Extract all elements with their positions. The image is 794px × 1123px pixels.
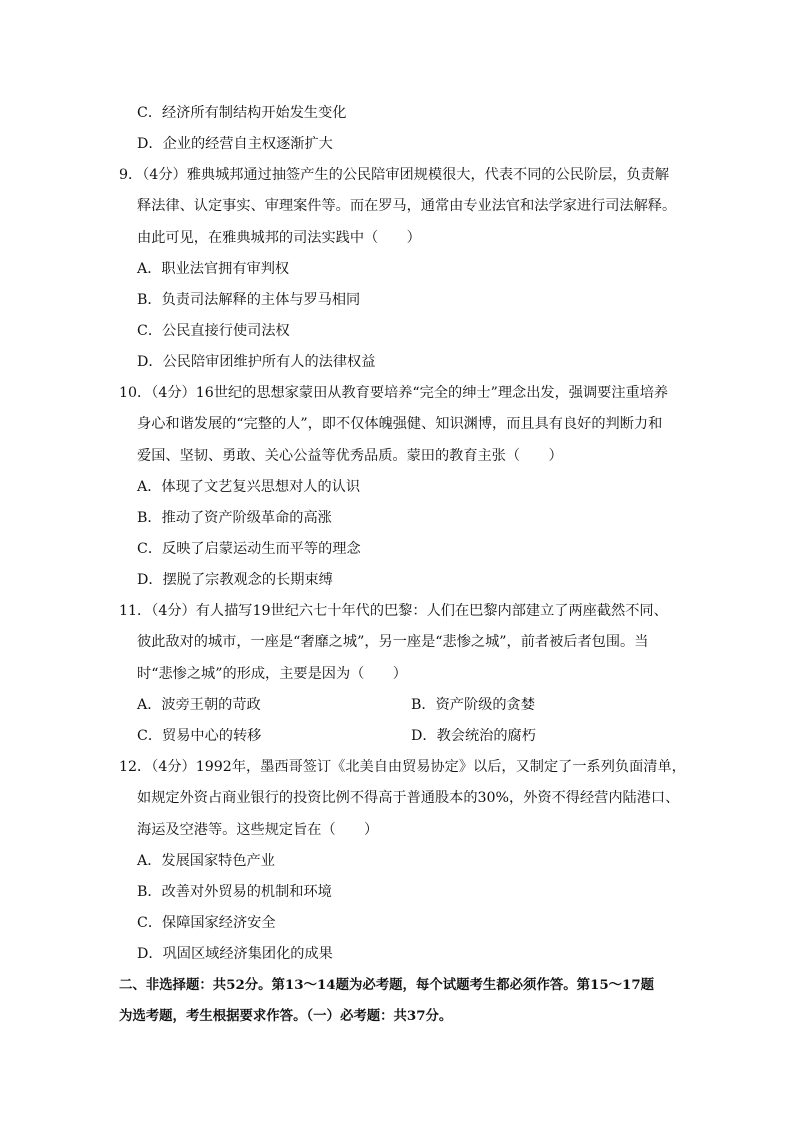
- q11-option-b: B．资产阶级的贪婪: [411, 697, 535, 713]
- section2-heading-line-1: 二、非选择题：共52分。第13～14题为必考题，每个试题考生都必须作答。第15～17题: [119, 977, 655, 993]
- q10-stem-line-2: 身心和谐发展的“完整的人”，即不仅体魄强健、知识渊博，而且具有良好的判断力和: [137, 416, 663, 432]
- q11-stem-line-1: 11．（4分）有人描写19世纪六七十年代的巴黎：人们在巴黎内部建立了两座截然不同、: [119, 603, 668, 619]
- q12-stem-line-2: 如规定外资占商业银行的投资比例不得高于普通股本的30%，外资不得经营内陆港口、: [137, 790, 680, 806]
- q12-stem-line-1: 12．（4分）1992年，墨西哥签订《北美自由贸易协定》以后，又制定了一系列负面清单，: [119, 759, 686, 775]
- q9-stem-line-1: 9．（4分）雅典城邦通过抽签产生的公民陪审团规模很大，代表不同的公民阶层，负责解: [119, 167, 670, 183]
- q9-stem-line-2: 释法律、认定事实、审理案件等。而在罗马，通常由专业法官和法学家进行司法解释。: [137, 198, 677, 214]
- q12-stem-line-3: 海运及空港等。这些规定旨在（ ）: [137, 822, 379, 838]
- q11-option-a: A．波旁王朝的苛政: [137, 697, 261, 713]
- q10-stem-line-1: 10．（4分）16世纪的思想家蒙田从教育要培养“完全的绅士”理念出发，强调要注重培养: [119, 385, 669, 401]
- q9-option-d: D．公民陪审团维护所有人的法律权益: [137, 354, 376, 370]
- q10-option-b: B．推动了资产阶级革命的高涨: [137, 510, 332, 526]
- q9-stem-line-3: 由此可见，在雅典城邦的司法实践中（ ）: [137, 230, 421, 246]
- q12-option-d: D．巩固区域经济集团化的成果: [137, 946, 333, 962]
- q10-option-a: A．体现了文艺复兴思想对人的认识: [137, 479, 361, 495]
- q11-stem-line-2: 彼此敌对的城市，一座是“奢靡之城”，另一座是“悲惨之城”，前者被后者包围。当: [137, 634, 649, 650]
- q11-option-c: C．贸易中心的转移: [137, 728, 262, 744]
- q9-option-c: C．公民直接行使司法权: [137, 323, 290, 339]
- q11-option-d: D．教会统治的腐朽: [411, 728, 536, 744]
- q11-stem-line-3: 时“悲惨之城”的形成，主要是因为（ ）: [137, 666, 407, 682]
- q12-option-b: B．改善对外贸易的机制和环境: [137, 884, 332, 900]
- q10-option-c: C．反映了启蒙运动生而平等的理念: [137, 541, 361, 557]
- prev-option-c: C．经济所有制结构开始发生变化: [137, 105, 347, 121]
- q10-option-d: D．摆脱了宗教观念的长期束缚: [137, 572, 333, 588]
- q10-stem-line-3: 爱国、坚韧、勇敢、关心公益等优秀品质。蒙田的教育主张（ ）: [137, 448, 563, 464]
- q9-option-a: A．职业法官拥有审判权: [137, 261, 290, 277]
- q12-option-a: A．发展国家特色产业: [137, 853, 275, 869]
- q9-option-b: B．负责司法解释的主体与罗马相同: [137, 292, 361, 308]
- prev-option-d: D．企业的经营自主权逐渐扩大: [137, 136, 333, 152]
- q12-option-c: C．保障国家经济安全: [137, 915, 276, 931]
- section2-heading-line-2: 为选考题，考生根据要求作答。（一）必考题：共37分。: [119, 1008, 453, 1024]
